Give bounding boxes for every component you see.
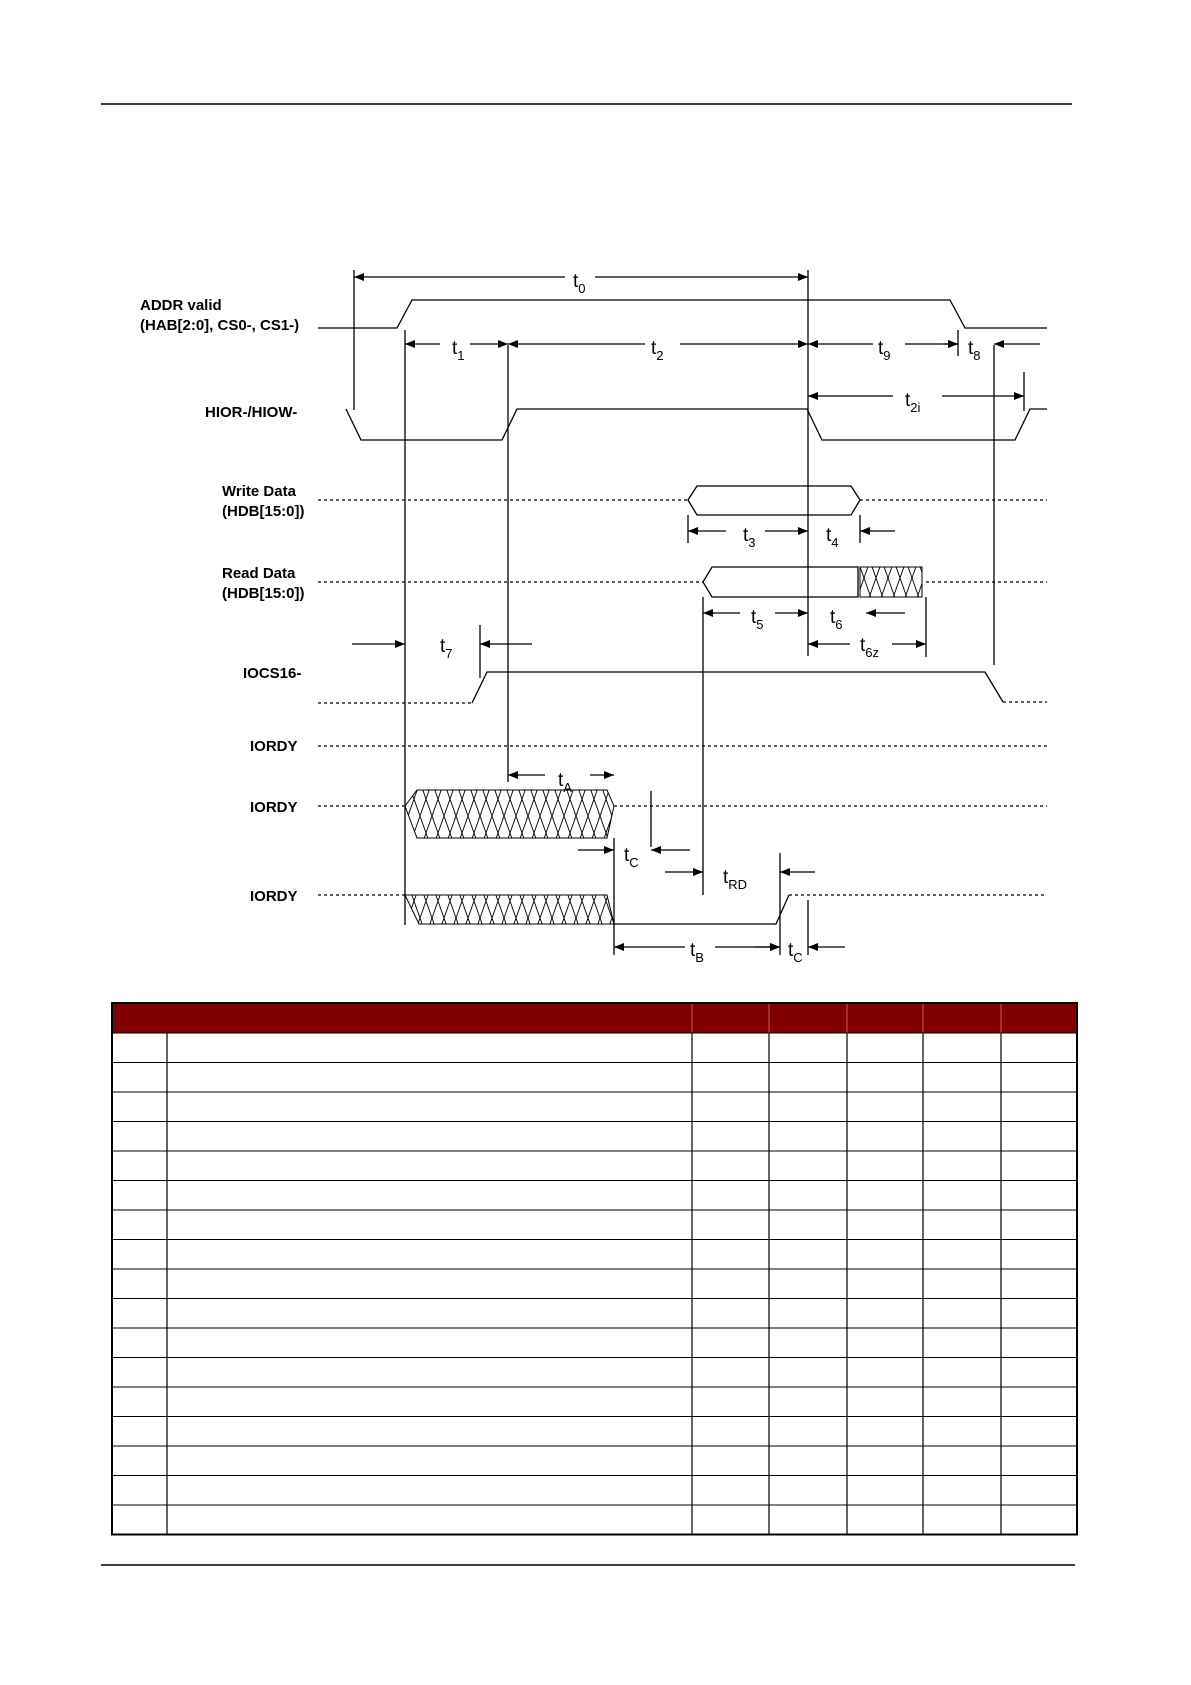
iordy-c-waveform (614, 895, 789, 924)
arrowhead (651, 846, 661, 854)
iordy-c-hatch (405, 895, 614, 924)
timing-label-t1: $t_1$ (452, 338, 465, 363)
signal-write-label: Write Data (222, 483, 296, 500)
write-data-valid (688, 486, 860, 515)
timing-label-t0: $t_0$ (573, 271, 586, 296)
arrowhead (798, 527, 808, 535)
arrowhead (405, 340, 415, 348)
timing-label-tc: $t_C$ (788, 940, 803, 965)
arrowhead (860, 527, 870, 535)
arrowhead (498, 340, 508, 348)
arrowhead (508, 771, 518, 779)
arrowhead (395, 640, 405, 648)
signal-iordy-label: IORDY (250, 738, 298, 755)
timing-label-t6z: $t_{6z}$ (860, 635, 880, 660)
arrowhead (866, 609, 876, 617)
signal-read-label: Read Data (222, 565, 296, 582)
timing-label-t5: $t_5$ (751, 607, 764, 632)
read-data-valid (703, 567, 858, 597)
timing-table (112, 1003, 1077, 1535)
table-row (112, 1181, 1077, 1211)
timing-label-t3: $t_3$ (743, 525, 756, 550)
arrowhead (916, 640, 926, 648)
timing-label-tc: $t_C$ (624, 845, 639, 870)
table-row (112, 1299, 1077, 1329)
signal-iordy-label: IORDY (250, 799, 298, 816)
table-row (112, 1092, 1077, 1122)
read-data-hold-hatch (860, 567, 922, 597)
addr-waveform (318, 300, 1047, 328)
table-row (112, 1358, 1077, 1388)
table-row (112, 1151, 1077, 1181)
table-row (112, 1240, 1077, 1270)
arrowhead (604, 846, 614, 854)
arrowhead (508, 340, 518, 348)
table-row (112, 1033, 1077, 1063)
signal-read-sublabel: (HDB[15:0]) (222, 585, 305, 602)
table-row (112, 1269, 1077, 1299)
signal-iocs16-label: IOCS16- (243, 665, 302, 682)
timing-label-t2i: $t_{2i}$ (905, 390, 921, 415)
arrowhead (693, 868, 703, 876)
hior-waveform (346, 409, 1047, 440)
table-row (112, 1387, 1077, 1417)
arrowhead (780, 868, 790, 876)
table-row (112, 1476, 1077, 1506)
arrowhead (703, 609, 713, 617)
signal-write-sublabel: (HDB[15:0]) (222, 503, 305, 520)
timing-label-t8: $t_8$ (968, 338, 981, 363)
table-row (112, 1328, 1077, 1358)
arrowhead (994, 340, 1004, 348)
arrowhead (808, 943, 818, 951)
iordy-b-hatch (405, 790, 614, 838)
timing-label-tb: $t_B$ (690, 940, 704, 965)
table-row (112, 1122, 1077, 1152)
timing-label-t2: $t_2$ (651, 338, 664, 363)
timing-label-t4: $t_4$ (826, 525, 839, 550)
timing-label-ta: $t_A$ (558, 770, 572, 795)
table-row (112, 1063, 1077, 1093)
arrowhead (770, 943, 780, 951)
arrowhead (480, 640, 490, 648)
signal-hior-label: HIOR-/HIOW- (205, 404, 298, 421)
arrowhead (1014, 392, 1024, 400)
table-row (112, 1417, 1077, 1447)
table-row (112, 1446, 1077, 1476)
signal-iordy-label: IORDY (250, 888, 298, 905)
arrowhead (808, 340, 818, 348)
arrowhead (798, 340, 808, 348)
arrowhead (614, 943, 624, 951)
arrowhead (808, 392, 818, 400)
dimension-arrows (352, 273, 1040, 951)
arrowhead (948, 340, 958, 348)
signal-addr-sublabel: (HAB[2:0], CS0-, CS1-) (140, 317, 300, 334)
arrowhead (604, 771, 614, 779)
timing-labels (440, 271, 981, 965)
table-header (112, 1003, 1077, 1033)
arrowhead (354, 273, 364, 281)
table-row (112, 1505, 1077, 1535)
timing-label-t7: $t_7$ (440, 636, 453, 661)
timing-label-trd: $t_{RD}$ (723, 867, 748, 892)
arrowhead (798, 273, 808, 281)
arrowhead (808, 640, 818, 648)
arrowhead (798, 609, 808, 617)
arrowhead (688, 527, 698, 535)
iocs16-waveform (472, 672, 1003, 703)
timing-label-t9: $t_9$ (878, 338, 891, 363)
timing-label-t6: $t_6$ (830, 607, 843, 632)
signal-addr-label: ADDR valid (140, 297, 222, 314)
table-row (112, 1210, 1077, 1240)
